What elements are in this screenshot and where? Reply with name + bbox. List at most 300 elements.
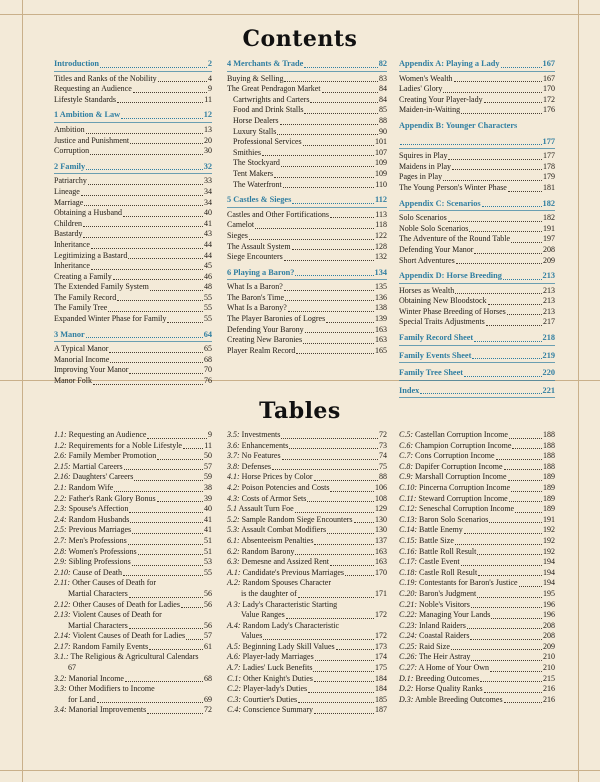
contents-entry[interactable] [399,183,555,194]
table-entry[interactable] [54,462,212,473]
contents-entry[interactable] [54,146,212,157]
contents-entry[interactable] [399,245,555,256]
entry-text: Appendix B: Younger Characters [399,120,518,130]
contents-entry[interactable] [227,210,387,221]
contents-entry[interactable] [54,84,212,95]
entry-title [54,472,133,483]
contents-entry[interactable] [399,307,555,318]
page-number: 192 [543,525,555,535]
table-entry[interactable] [227,462,387,473]
dot-leader [307,501,374,502]
entry-text: Lifestyle Standards [54,94,116,104]
contents-entry[interactable] [227,335,387,346]
dot-leader [354,522,374,523]
contents-entry[interactable] [54,176,212,187]
contents-section[interactable] [54,162,212,173]
contents-entry[interactable] [227,220,387,231]
dot-leader [315,660,374,661]
contents-entry[interactable] [54,376,212,387]
table-number: 3.8: [227,461,240,471]
contents-section[interactable] [399,386,555,397]
contents-entry[interactable] [399,151,555,162]
entry-title [54,610,162,621]
contents-column-1 [54,59,212,387]
table-entry[interactable] [54,695,212,706]
page-number: 138 [375,303,387,313]
dot-leader [511,242,542,243]
contents-entry[interactable] [54,229,212,240]
dot-leader [117,102,203,103]
contents-entry[interactable] [54,272,212,283]
entry-text: Ladies' Glory [399,84,443,94]
page-number: 181 [543,182,555,192]
contents-section[interactable] [227,268,387,279]
contents-entry[interactable] [399,213,555,224]
table-entry[interactable] [227,504,387,515]
contents-entry[interactable] [227,293,387,304]
table-number: C.20: [399,588,417,598]
table-entry[interactable] [227,695,387,706]
table-entry[interactable] [227,430,387,441]
table-entry[interactable] [227,536,387,547]
table-entry[interactable] [399,621,555,632]
contents-entry[interactable] [399,105,555,116]
dot-leader [138,554,203,555]
table-entry[interactable] [399,631,555,642]
entry-text: Assault Turn Foe [238,504,294,514]
contents-section[interactable] [399,271,555,282]
dot-leader [298,702,374,703]
table-entry[interactable] [227,674,387,685]
table-number: 4.2: [227,482,240,492]
entry-title [54,261,90,272]
contents-entry[interactable] [54,240,212,251]
table-number: C.9: [399,472,413,482]
table-entry[interactable] [227,663,387,674]
table-entry[interactable] [54,621,212,632]
entry-text: Random Lady's Characteristic [242,620,340,630]
table-number: 2.10: [54,567,71,577]
entry-title [227,631,262,642]
page-number: 72 [379,430,387,439]
dot-leader [262,155,374,156]
contents-entry[interactable] [227,180,387,191]
table-entry[interactable] [227,494,387,505]
contents-entry[interactable] [399,317,555,328]
table-number: 3.7: [227,451,240,461]
table-entry[interactable] [399,430,555,441]
contents-entry[interactable] [227,325,387,336]
table-entry[interactable] [54,642,212,653]
page-number: 72 [204,705,212,715]
contents-entry[interactable] [54,261,212,272]
table-entry[interactable] [399,441,555,452]
table-entry[interactable] [54,536,212,547]
entry-text: Absenteeism Penalties [241,535,314,545]
table-entry[interactable] [54,705,212,716]
contents-entry[interactable] [54,355,212,366]
contents-section[interactable] [54,330,212,341]
page-number: 40 [204,504,212,514]
contents-entry[interactable] [54,293,212,304]
table-entry[interactable] [54,525,212,536]
entry-text: Special Traits Adjustments [399,317,485,327]
dot-leader [454,81,542,82]
contents-entry[interactable] [54,74,212,85]
table-entry[interactable] [227,652,387,663]
entry-text: 1 Ambition & Law [54,110,121,120]
contents-section[interactable] [399,59,555,70]
entry-text: The Stockyard [233,158,280,168]
table-entry[interactable] [399,684,555,695]
dot-leader [133,92,207,93]
entry-text: Improving Your Manor [54,365,129,375]
table-entry[interactable] [54,600,212,611]
dot-leader [295,275,373,276]
entry-title [399,333,473,344]
dot-leader [501,67,542,68]
table-entry[interactable] [227,621,387,632]
table-entry[interactable] [227,441,387,452]
table-number: 2.13: [54,610,71,620]
contents-section[interactable] [227,59,387,70]
table-entry[interactable] [227,557,387,568]
contents-section[interactable] [54,110,212,121]
entry-title [399,652,470,663]
table-entry[interactable] [399,663,555,674]
table-entry[interactable] [54,589,212,600]
entry-title [54,462,123,473]
page-number: 221 [542,385,555,395]
page-number: 216 [543,694,555,704]
contents-entry[interactable] [54,365,212,376]
contents-section[interactable] [399,368,555,379]
contents-entry[interactable] [54,282,212,293]
entry-title [54,705,146,716]
contents-entry[interactable] [227,314,387,325]
entry-text: Short Adventures [399,255,455,265]
contents-entry[interactable] [54,344,212,355]
contents-section[interactable] [399,351,555,362]
table-number: 5.1 [227,504,237,514]
table-number: 6.2: [227,546,240,556]
entry-text: Family Record Sheet [399,333,474,343]
entry-text: Previous Marriages [68,525,132,535]
table-entry[interactable] [227,642,387,653]
page-number: 175 [375,663,387,673]
dot-leader [519,586,542,587]
entry-title [54,293,116,304]
table-entry[interactable] [399,589,555,600]
table-entry[interactable] [227,451,387,462]
contents-entry[interactable] [227,148,387,159]
table-number: A.4: [227,620,241,630]
page-number: 136 [375,292,387,302]
table-entry[interactable] [227,578,387,589]
page-number: 110 [375,179,387,189]
contents-entry[interactable] [54,219,212,230]
table-entry[interactable] [54,483,212,494]
entry-text: The Family Record [54,292,117,302]
page-number: 57 [204,631,212,641]
contents-entry[interactable] [399,84,555,95]
table-entry[interactable] [54,652,212,663]
contents-entry[interactable] [399,172,555,183]
contents-entry[interactable] [399,74,555,85]
table-entry[interactable] [54,663,212,674]
table-entry[interactable] [399,515,555,526]
page-number: 33 [204,176,212,186]
page-number: 109 [375,158,387,168]
contents-entry[interactable] [54,198,212,209]
page-number: 172 [375,610,387,620]
table-entry[interactable] [399,600,555,611]
table-entry[interactable] [54,684,212,695]
contents-entry[interactable] [227,137,387,148]
contents-entry[interactable] [227,74,387,85]
entry-title [54,344,108,355]
contents-entry[interactable] [399,95,555,106]
table-entry[interactable] [399,568,555,579]
table-entry[interactable] [54,631,212,642]
dot-leader [91,248,203,249]
dot-leader [277,134,378,135]
contents-entry[interactable] [227,116,387,127]
page-number: 210 [543,663,555,673]
dot-leader [452,169,542,170]
table-entry[interactable] [227,600,387,611]
page-number: 44 [204,250,212,260]
page-number: 65 [204,344,212,354]
entry-title [54,695,96,706]
entry-title [399,631,469,642]
contents-entry[interactable] [54,187,212,198]
table-entry[interactable] [227,547,387,558]
page-number: 11 [204,440,212,450]
page-number: 2 [207,59,212,68]
table-entry[interactable] [399,652,555,663]
contents-entry[interactable] [399,256,555,267]
table-entry[interactable] [54,472,212,483]
contents-entry[interactable] [399,224,555,235]
page-number: 213 [542,271,555,281]
table-entry[interactable] [399,472,555,483]
entry-text: Pages in Play [399,172,443,182]
entry-title [399,578,518,589]
table-entry[interactable] [399,674,555,685]
contents-entry[interactable] [227,252,387,263]
table-entry[interactable] [399,483,555,494]
table-entry[interactable] [54,451,212,462]
page-number: 137 [375,535,387,545]
page-number: 182 [542,198,555,208]
table-entry[interactable] [399,451,555,462]
table-entry[interactable] [399,578,555,589]
page-number: 101 [375,137,387,147]
table-entry[interactable] [54,494,212,505]
table-entry[interactable] [227,589,387,600]
table-entry[interactable] [54,568,212,579]
entry-title [227,515,353,526]
entry-text: Castellan Corruption Income [415,430,508,439]
table-entry[interactable] [399,494,555,505]
contents-section[interactable] [399,121,555,132]
table-entry[interactable] [227,631,387,642]
page-number: 88 [379,472,387,482]
page-number: 108 [375,493,387,503]
dot-leader [314,480,378,481]
contents-entry[interactable] [54,303,212,314]
table-number: C.19: [399,578,417,588]
table-entry[interactable] [54,441,212,452]
table-entry[interactable] [54,557,212,568]
dot-leader [282,459,378,460]
entry-text: What Is a Baron? [227,282,283,292]
entry-title [54,642,148,653]
page-number: 51 [204,535,212,545]
dot-leader [147,438,207,439]
entry-title [227,674,313,685]
contents-section[interactable] [227,195,387,206]
contents-entry[interactable] [227,84,387,95]
entry-text: Smithies [233,147,262,157]
entry-text: Tent Makers [233,168,274,178]
table-entry[interactable] [399,504,555,515]
contents-entry[interactable] [227,158,387,169]
dot-leader [305,332,374,333]
table-number: C.15: [399,535,417,545]
table-entry[interactable] [227,610,387,621]
entry-title [54,208,122,219]
contents-entry[interactable] [227,95,387,106]
table-entry[interactable] [399,547,555,558]
contents-entry[interactable] [227,346,387,357]
entry-title [399,695,503,706]
entry-text: Horse Quality Ranks [415,684,483,694]
entry-title [54,251,127,262]
contents-entry[interactable] [227,242,387,253]
contents-entry[interactable] [54,314,212,325]
table-entry[interactable] [54,578,212,589]
entry-title [399,472,507,483]
table-entry[interactable] [399,695,555,706]
contents-entry[interactable] [54,95,212,106]
table-entry[interactable] [399,536,555,547]
table-entry[interactable] [54,515,212,526]
dot-leader [283,187,375,188]
table-entry[interactable] [227,705,387,716]
contents-section[interactable] [399,199,555,210]
dot-leader [303,145,374,146]
dot-leader [88,184,203,185]
table-entry[interactable] [399,462,555,473]
contents-entry[interactable] [54,125,212,136]
table-number: A.6: [227,652,241,662]
page-number: 185 [375,694,387,704]
entry-title [54,494,156,505]
table-entry[interactable] [54,674,212,685]
entry-title [54,219,82,230]
page-number: 73 [379,440,387,450]
page-number: 188 [543,430,555,439]
contents-entry[interactable] [227,231,387,242]
contents-entry[interactable] [227,105,387,116]
table-entry[interactable] [54,504,212,515]
entry-text: 67 [68,663,76,673]
entry-text: Beginning Lady Skill Values [242,641,335,651]
page-number: 210 [543,652,555,662]
table-entry[interactable] [227,568,387,579]
entry-title [399,557,460,568]
contents-entry[interactable] [54,251,212,262]
dot-leader [124,469,203,470]
entry-text: Appendix D: Horse Breeding [399,271,502,281]
contents-section[interactable] [399,333,555,344]
table-entry[interactable] [399,610,555,621]
table-entry[interactable] [227,515,387,526]
table-entry[interactable] [399,557,555,568]
entry-text: Steward Corruption Income [418,493,508,503]
table-entry[interactable] [227,472,387,483]
dot-leader [114,491,203,492]
contents-entry[interactable] [227,169,387,180]
entry-title [399,547,476,558]
table-number: C.17: [399,557,417,567]
table-entry[interactable] [227,483,387,494]
contents-entry[interactable] [227,303,387,314]
dot-leader [110,362,203,363]
dot-leader [304,67,377,68]
contents-entry[interactable] [227,127,387,138]
contents-section[interactable] [399,137,555,148]
dot-leader [314,713,374,714]
table-number: C.1: [227,673,241,683]
entry-title [399,441,511,452]
dot-leader [292,249,374,250]
table-entry[interactable] [227,525,387,536]
table-entry[interactable] [399,525,555,536]
contents-entry[interactable] [399,234,555,245]
entry-text: Baron Solo Scenarios [419,514,489,524]
entry-text: Appendix C: Scenarios [399,198,481,208]
table-number: 2.12: [54,599,71,609]
contents-section[interactable] [54,59,212,70]
dot-leader [484,102,542,103]
page-number: 215 [543,673,555,683]
entry-title [227,242,291,253]
entry-title [399,245,473,256]
table-entry[interactable] [54,610,212,621]
table-number: 3.6: [227,440,240,450]
dot-leader [86,133,203,134]
table-entry[interactable] [54,547,212,558]
contents-entry[interactable] [399,286,555,297]
contents-entry[interactable] [54,136,212,147]
page-number: 208 [543,631,555,641]
contents-entry[interactable] [227,282,387,293]
table-number: C.2: [227,684,241,694]
contents-entry[interactable] [54,208,212,219]
table-entry[interactable] [399,642,555,653]
dot-leader [489,522,542,523]
contents-entry[interactable] [399,162,555,173]
table-entry[interactable] [227,684,387,695]
contents-entry[interactable] [399,296,555,307]
table-entry[interactable] [54,430,212,441]
dot-leader [303,343,374,344]
entry-title [227,430,280,441]
page-number: 109 [375,168,387,178]
